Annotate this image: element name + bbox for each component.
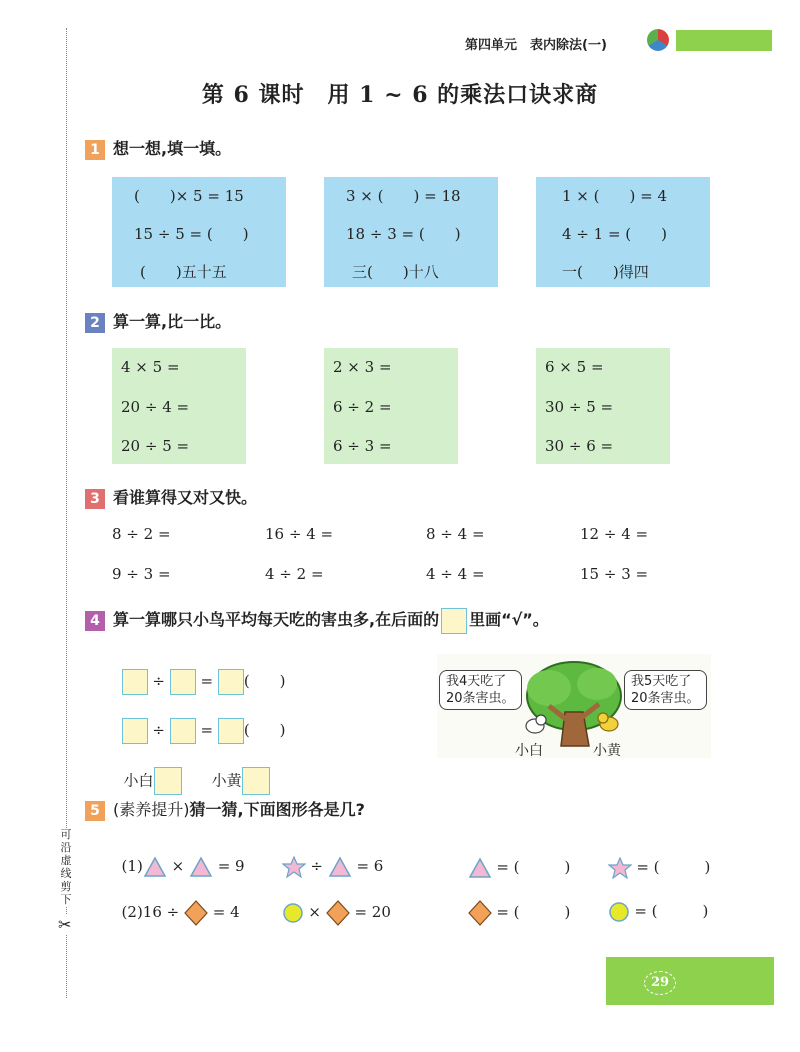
- answer-blank[interactable]: = ( ): [634, 902, 709, 920]
- q2-box1-line2: 20 ÷ 4 =: [121, 398, 190, 416]
- page-number: 29: [644, 971, 676, 995]
- times-sign: ×: [308, 903, 321, 921]
- bird2-speech: 我5天吃了 20条害虫。: [624, 670, 707, 710]
- q2-box-2: [324, 348, 458, 464]
- q2-box3-line2: 30 ÷ 5 =: [545, 398, 614, 416]
- q4-heading: [85, 607, 549, 634]
- answer-box[interactable]: [218, 669, 244, 695]
- diamond-icon: [326, 900, 350, 926]
- q3-text: 看谁算得又对又快。: [113, 488, 258, 507]
- answer-box[interactable]: [122, 669, 148, 695]
- diamond-icon: [468, 900, 492, 926]
- q5-star-answer: [598, 838, 710, 879]
- q5-row2-eq1-result: = 4: [212, 903, 240, 921]
- q2-box-3: [536, 348, 670, 464]
- q1-number: 1: [85, 140, 105, 160]
- q4-text-b: 里画“√”。: [469, 610, 549, 629]
- q2-box3-line3: 30 ÷ 6 =: [545, 437, 614, 455]
- q5-diamond-answer: [458, 882, 570, 926]
- q1-box3-line3: 一( )得四: [562, 263, 649, 281]
- q1-box3-line1: 1 × ( ) = 4: [562, 187, 668, 205]
- q3-heading: [85, 485, 257, 509]
- cut-hint: 可沿虚线剪下: [56, 828, 76, 906]
- q2-box2-line3: 6 ÷ 3 =: [333, 437, 392, 455]
- q2-box-1: [112, 348, 246, 464]
- triangle-icon: [468, 857, 492, 879]
- q1-box-3: [536, 177, 710, 287]
- q5-text: 猜一猜,下面图形各是几?: [189, 800, 365, 819]
- q3-item: 12 ÷ 4 =: [580, 525, 649, 543]
- q4-answer-box-sample: [441, 608, 467, 634]
- q3-item: 8 ÷ 2 =: [112, 525, 171, 543]
- q1-text: 想一想,填一填。: [113, 139, 232, 158]
- q4-text-a: 算一算哪只小鸟平均每天吃的害虫多,在后面的: [113, 610, 440, 629]
- q1-box1-line1: ( )× 5 = 15: [134, 187, 244, 205]
- q5-row1-eq2: [272, 838, 383, 878]
- q4-equation-1: [112, 651, 286, 695]
- div-sign: ÷: [152, 672, 165, 690]
- q1-box1-line3: ( )五十五: [140, 263, 227, 281]
- q5-row2-eq2-result: = 20: [354, 903, 391, 921]
- q5-circle-answer: [598, 882, 708, 923]
- q4-check-row: [114, 749, 270, 795]
- q5-row2-label: (2)16 ÷: [121, 903, 180, 921]
- bird2-label: 小黄: [211, 771, 242, 790]
- q1-box-1: [112, 177, 286, 287]
- answer-box[interactable]: [218, 718, 244, 744]
- q5-row2-eq1: [112, 882, 240, 926]
- q2-box2-line2: 6 ÷ 2 =: [333, 398, 392, 416]
- scissors-icon: ✂: [58, 915, 72, 934]
- q1-box2-line1: 3 × ( ) = 18: [346, 187, 461, 205]
- q2-number: 2: [85, 313, 105, 333]
- answer-blank[interactable]: = ( ): [496, 858, 571, 876]
- q3-number: 3: [85, 489, 105, 509]
- q5-row1-eq2-result: = 6: [356, 857, 384, 875]
- q1-box-2: [324, 177, 498, 287]
- answer-box[interactable]: [170, 669, 196, 695]
- eq-sign: =: [200, 721, 214, 739]
- q1-box2-line2: 18 ÷ 3 = ( ): [346, 225, 461, 243]
- page-title: 第 6 课时 用 1 ~ 6 的乘法口诀求商: [201, 82, 599, 108]
- answer-box[interactable]: [122, 718, 148, 744]
- header-accent-bar: [676, 30, 772, 51]
- q2-box2-line1: 2 × 3 =: [333, 358, 392, 376]
- triangle-icon: [189, 856, 213, 878]
- q5-row1-eq1-result: = 9: [217, 857, 245, 875]
- q3-item: 4 ÷ 2 =: [265, 565, 324, 583]
- triangle-icon: [328, 856, 352, 878]
- q5-triangle-answer: [458, 838, 570, 879]
- unit-logo-icon: [647, 29, 669, 51]
- q1-box1-line2: 15 ÷ 5 = ( ): [134, 225, 249, 243]
- q3-item: 9 ÷ 3 =: [112, 565, 171, 583]
- bird1-speech: 我4天吃了 20条害虫。: [439, 670, 522, 710]
- q1-box3-line2: 4 ÷ 1 = ( ): [562, 225, 668, 243]
- div-sign: ÷: [152, 721, 165, 739]
- q5-number: 5: [85, 801, 105, 821]
- check-box-bird2[interactable]: [242, 767, 270, 795]
- answer-blank[interactable]: = ( ): [636, 858, 711, 876]
- star-icon: [608, 857, 632, 879]
- q2-box1-line1: 4 × 5 =: [121, 358, 180, 376]
- footer-accent-bar: [606, 957, 774, 1005]
- q1-heading: [85, 136, 231, 160]
- q3-item: 4 ÷ 4 =: [426, 565, 485, 583]
- check-box-bird1[interactable]: [154, 767, 182, 795]
- birds-illustration: [437, 654, 711, 758]
- circle-icon: [608, 901, 630, 923]
- triangle-icon: [143, 856, 167, 878]
- q2-text: 算一算,比一比。: [113, 312, 232, 331]
- times-sign: ×: [171, 857, 185, 875]
- diamond-icon: [184, 900, 208, 926]
- bird2-name: 小黄: [593, 743, 621, 759]
- q3-item: 16 ÷ 4 =: [265, 525, 334, 543]
- answer-blank[interactable]: = ( ): [496, 903, 571, 921]
- q4-number: 4: [85, 611, 105, 631]
- q5-heading: [85, 797, 365, 821]
- q2-box1-line3: 20 ÷ 5 =: [121, 437, 190, 455]
- star-icon: [282, 856, 306, 878]
- q5-row1-label: (1): [121, 857, 143, 875]
- q4-equation-2: [112, 700, 286, 744]
- bird1-label: 小白: [123, 771, 154, 790]
- paren-blank: ( ): [243, 721, 286, 739]
- q3-item: 15 ÷ 3 =: [580, 565, 649, 583]
- bird1-name: 小白: [515, 743, 543, 759]
- q3-item: 8 ÷ 4 =: [426, 525, 485, 543]
- circle-icon: [282, 902, 304, 924]
- unit-label: 第四单元 表内除法(一): [465, 38, 607, 53]
- div-sign: ÷: [310, 857, 323, 875]
- q2-heading: [85, 309, 231, 333]
- q5-row1-eq1: [112, 838, 245, 878]
- answer-box[interactable]: [170, 718, 196, 744]
- q5-tag: (素养提升): [113, 800, 190, 819]
- q2-box3-line1: 6 × 5 =: [545, 358, 604, 376]
- q5-row2-eq2: [272, 882, 391, 926]
- paren-blank: ( ): [243, 672, 286, 690]
- eq-sign: =: [200, 672, 214, 690]
- q1-box2-line3: 三( )十八: [352, 263, 439, 281]
